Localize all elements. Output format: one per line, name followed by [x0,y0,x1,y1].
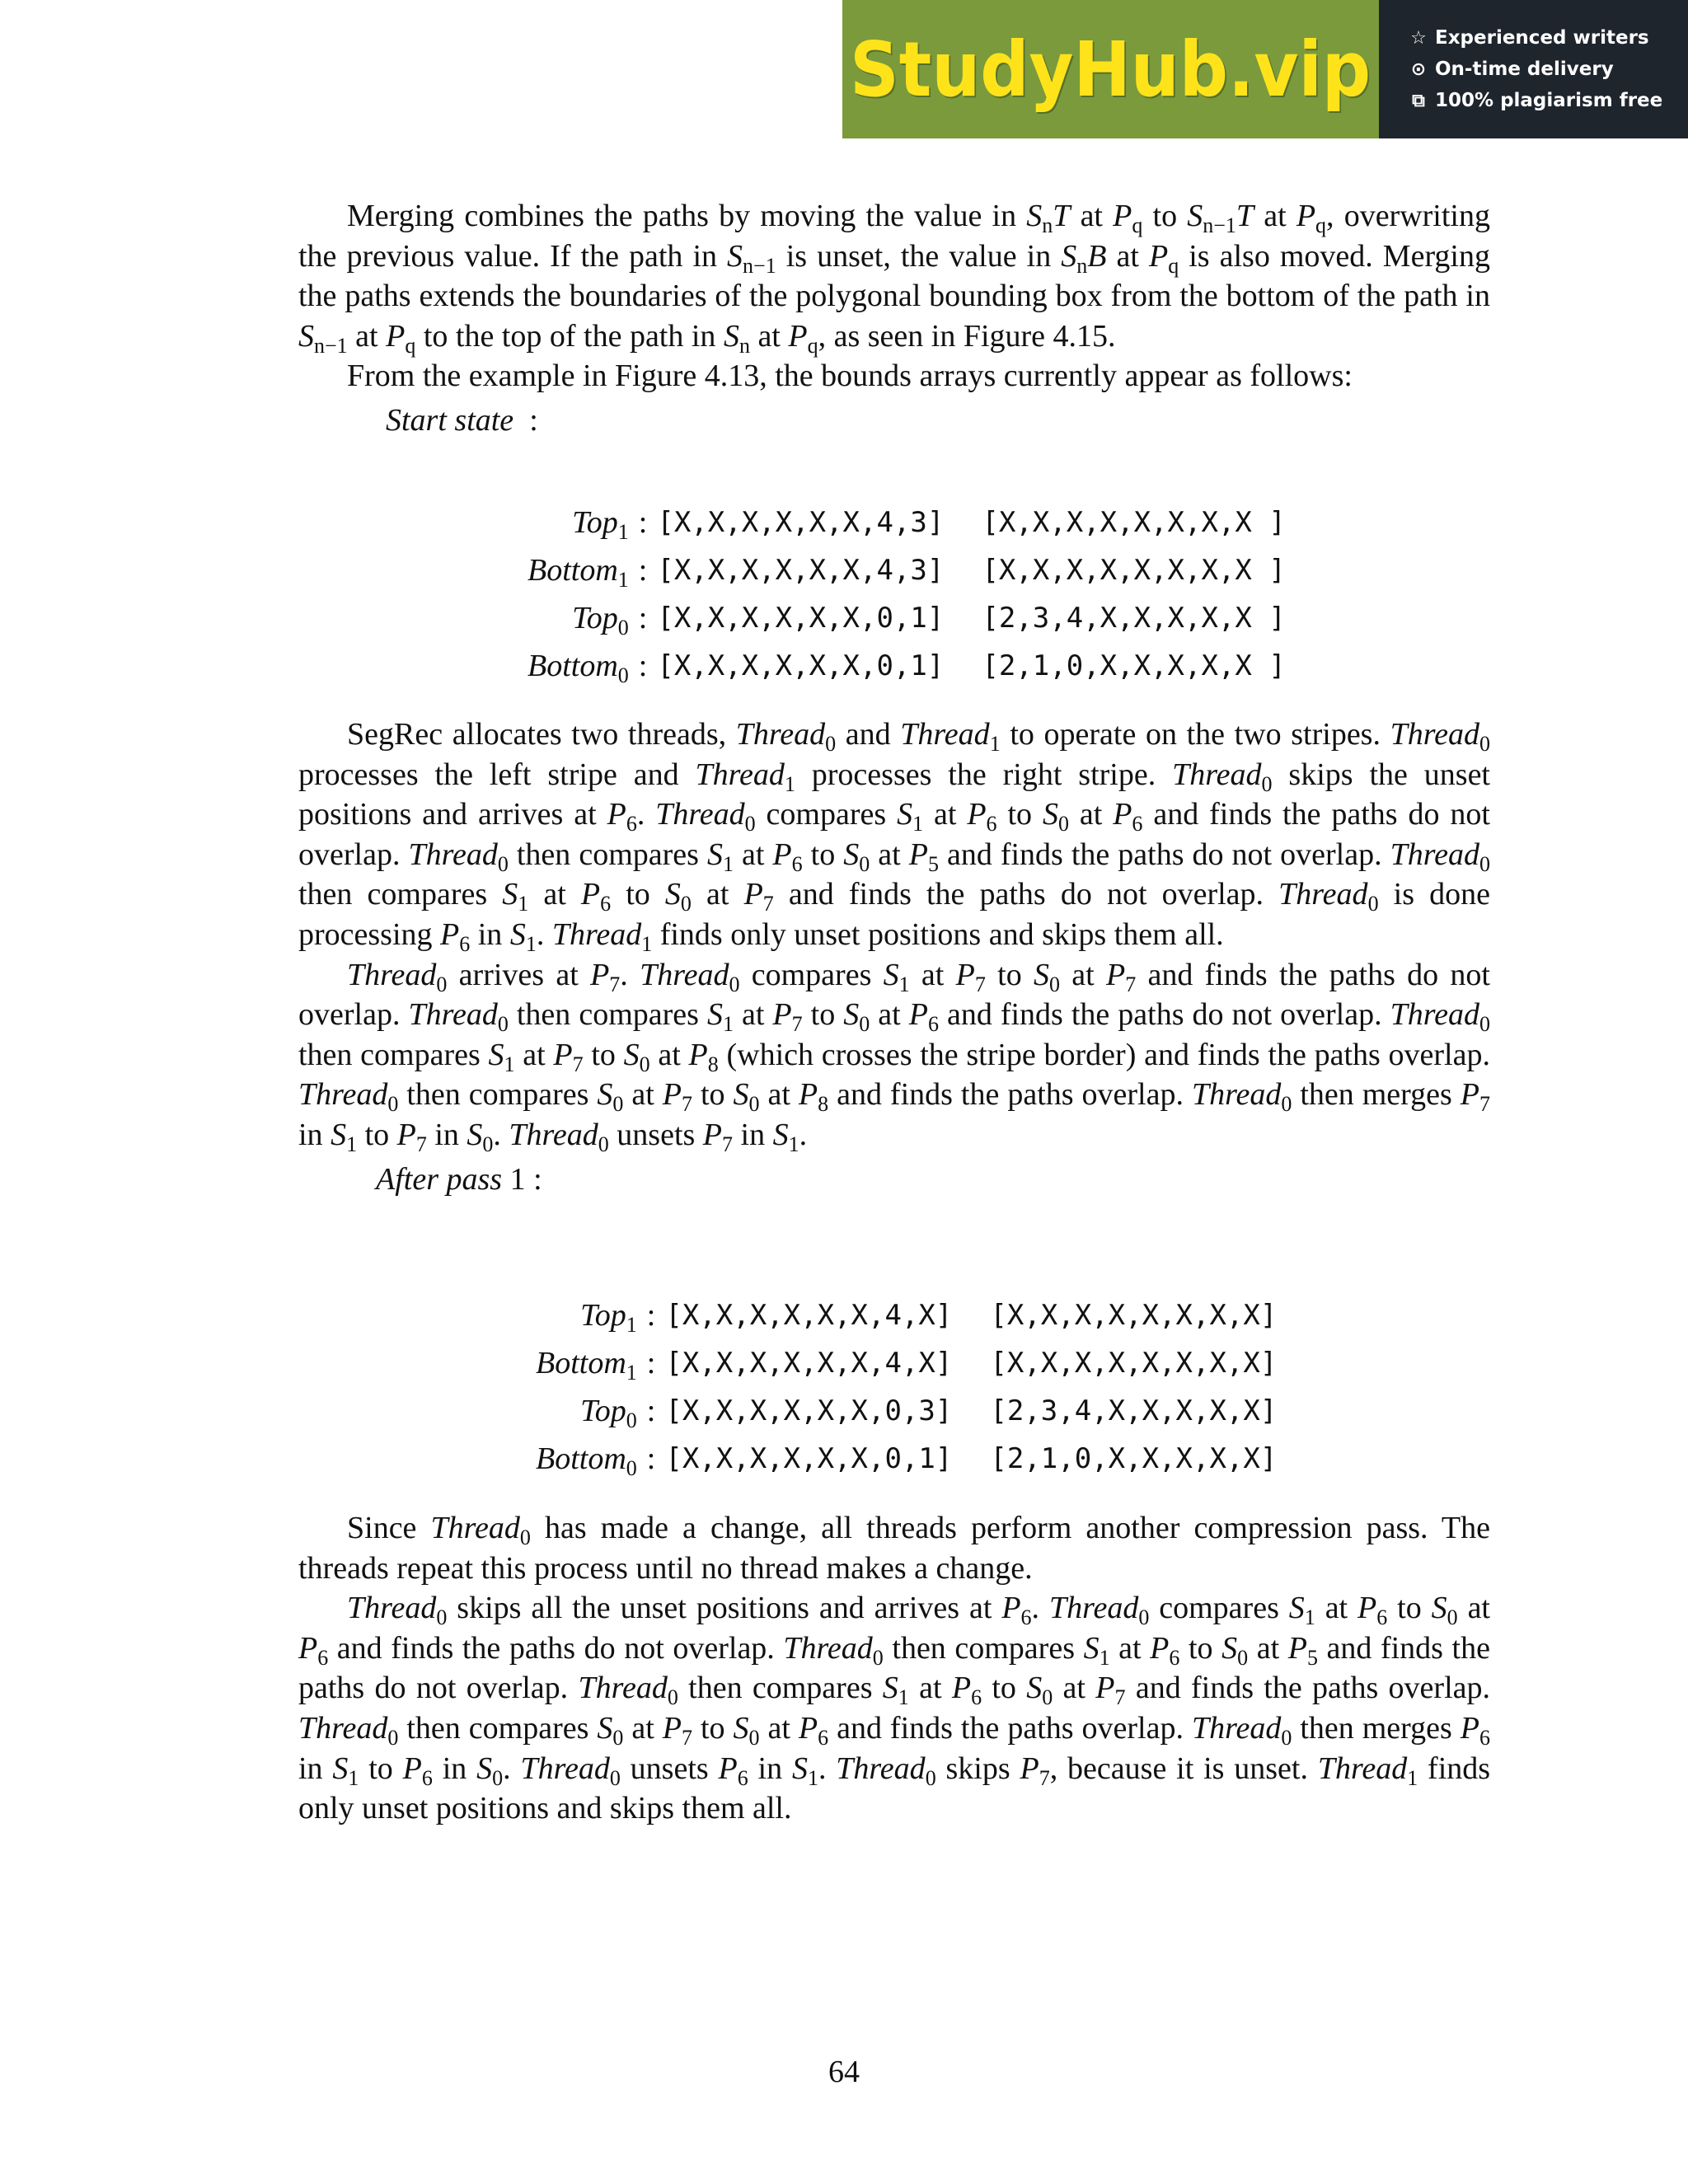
start-state-label: Start state : [386,402,538,438]
paragraph-p7: Thread$_0$ arrives at $P_7$. Thread$_0$ compares $S_1$ at $P_7$ to $S_0$ at $P_7$ and finds the paths do not overlap. Thread$_0$ then compares $S_1$ at $P_7$ to $S_0$ at $P_6$ and finds the paths do not overlap. Thread$_0$ then compares $S_1$ at $P_7$ to $S_0$ at $P_8$ (which crosses the stripe border) and finds the paths overlap. Thread$_0$ then compares $S_0$ at $P_7$ to $S_0$ at $P_8$ and finds the paths overlap. Thread$_0$ then merges $P_7$ in $S_1$ to $P_7$ in $S_0$. Thread$_0$ unsets $P_7$ in $S_1$. [298,957,1490,1156]
start-state-table [528,499,1286,690]
table-row: Top$_1$ : [X,X,X,X,X,X,4,3] [X,X,X,X,X,X,X,X ] [528,499,1286,546]
table-row: Bottom$_1$ : [X,X,X,X,X,X,4,X] [X,X,X,X,X,X,X,X] [536,1339,1277,1387]
table-row: Top$_0$ : [X,X,X,X,X,X,0,3] [2,3,4,X,X,X,X,X] [536,1387,1277,1435]
array-left: [X,X,X,X,X,X,4,X] [665,1299,953,1332]
page-body [298,196,1490,440]
paragraph-segrec: SegRec allocates two threads, Thread$_0$ and Thread$_1$ to operate on the two stripes. Thread$_0$ processes the left stripe and Thread$_1$ processes the right stripe. Thread$_0$ skips the unset positions and arrives at $P_6$. Thread$_0$ compares $S_1$ at $P_6$ to $S_0$ at $P_6$ and finds the paths do not overlap. Thread$_0$ then compares $S_1$ at $P_6$ to $S_0$ at $P_5$ and finds the paths do not overlap. Thread$_0$ then compares $S_1$ at $P_6$ to $S_0$ at $P_7$ and finds the paths do not overlap. Thread$_0$ is done processing $P_6$ in $S_1$. Thread$_1$ finds only unset positions and skips them all. [298,717,1490,956]
table-row: Bottom$_1$ : [X,X,X,X,X,X,4,3] [X,X,X,X,X,X,X,X ] [528,546,1286,594]
feature-label: 100% plagiarism free [1435,90,1663,111]
star-icon: ☆ [1410,27,1427,49]
feature-item [1409,90,1688,111]
array-right: [X,X,X,X,X,X,X,X] [990,1299,1278,1332]
table-row: Top$_0$ : [X,X,X,X,X,X,0,1] [2,3,4,X,X,X,X,X ] [528,594,1286,642]
array-left: [X,X,X,X,X,X,4,3] [657,554,945,587]
array-left: [X,X,X,X,X,X,4,3] [657,506,945,539]
logo-text: StudyHub.vip [850,25,1372,114]
array-left: [X,X,X,X,X,X,4,X] [665,1347,953,1380]
paragraph-since: Since Thread$_0$ has made a change, all threads perform another compression pass. The threads repeat this process until no thread makes a change. [298,1511,1490,1586]
array-right: [2,3,4,X,X,X,X,X] [990,1394,1278,1427]
array-right: [2,1,0,X,X,X,X,X ] [982,649,1286,682]
copy-icon: ⧉ [1412,90,1425,111]
feature-item [1409,27,1688,49]
paragraph-example: From the example in Figure 4.13, the bounds arrays currently appear as follows: [347,359,1353,394]
array-right: [2,3,4,X,X,X,X,X ] [982,602,1286,635]
page-body-3 [298,1508,1490,1829]
array-left: [X,X,X,X,X,X,0,1] [665,1442,953,1475]
table-row: Bottom$_0$ : [X,X,X,X,X,X,0,1] [2,1,0,X,X,X,X,X] [536,1435,1277,1483]
array-left: [X,X,X,X,X,X,0,3] [665,1394,953,1427]
table-row: Bottom$_0$ : [X,X,X,X,X,X,0,1] [2,1,0,X,X,X,X,X ] [528,642,1286,690]
table-row: Top$_1$ : [X,X,X,X,X,X,4,X] [X,X,X,X,X,X,X,X] [536,1291,1277,1339]
clock-icon: ⊙ [1410,59,1427,80]
page-body-2 [298,715,1490,1199]
after-pass-table [536,1291,1277,1483]
array-right: [X,X,X,X,X,X,X,X ] [982,554,1286,587]
paragraph-pass2: Thread$_0$ skips all the unset positions and arrives at $P_6$. Thread$_0$ compares $S_1$ at $P_6$ to $S_0$ at $P_6$ and finds the paths do not overlap. Thread$_0$ then compares $S_1$ at $P_6$ to $S_0$ at $P_5$ and finds the paths do not overlap. Thread$_0$ then compares $S_1$ at $P_6$ to $S_0$ at $P_7$ and finds the paths overlap. Thread$_0$ then compares $S_0$ at $P_7$ to $S_0$ at $P_6$ and finds the paths overlap. Thread$_0$ then merges $P_6$ in $S_1$ to $P_6$ in $S_0$. Thread$_0$ unsets $P_6$ in $S_1$. Thread$_0$ skips $P_7$, because it is unset. Thread$_1$ finds only unset positions and skips them all. [298,1591,1491,1826]
paragraph-merging: Merging combines the paths by moving the value in $S_nT$ at $P_q$ to $S_{n-1}T$ at $P_q$, overwriting the previous value. If the path in $S_{n-1}$ is unset, the value in $S_nB$ at $P_q$ is also moved. Merging the paths extends the boundaries of the polygonal bounding box from the bottom of the path in $S_{n-1}$ at $P_q$ to the top of the path in $S_n$ at $P_q$, as seen in Figure 4.15. [298,199,1490,358]
array-right: [2,1,0,X,X,X,X,X] [990,1442,1278,1475]
feature-label: Experienced writers [1435,27,1649,49]
ad-banner[interactable] [842,0,1688,138]
studyhub-logo[interactable] [842,0,1379,138]
array-right: [X,X,X,X,X,X,X,X] [990,1347,1278,1380]
array-left: [X,X,X,X,X,X,0,1] [657,649,945,682]
banner-features [1379,0,1688,138]
after-pass-label: After pass 1 : [376,1161,542,1197]
feature-label: On-time delivery [1435,59,1614,80]
array-right: [X,X,X,X,X,X,X,X ] [982,506,1286,539]
array-left: [X,X,X,X,X,X,0,1] [657,602,945,635]
page-number: 64 [828,2055,860,2089]
feature-item [1409,59,1688,80]
